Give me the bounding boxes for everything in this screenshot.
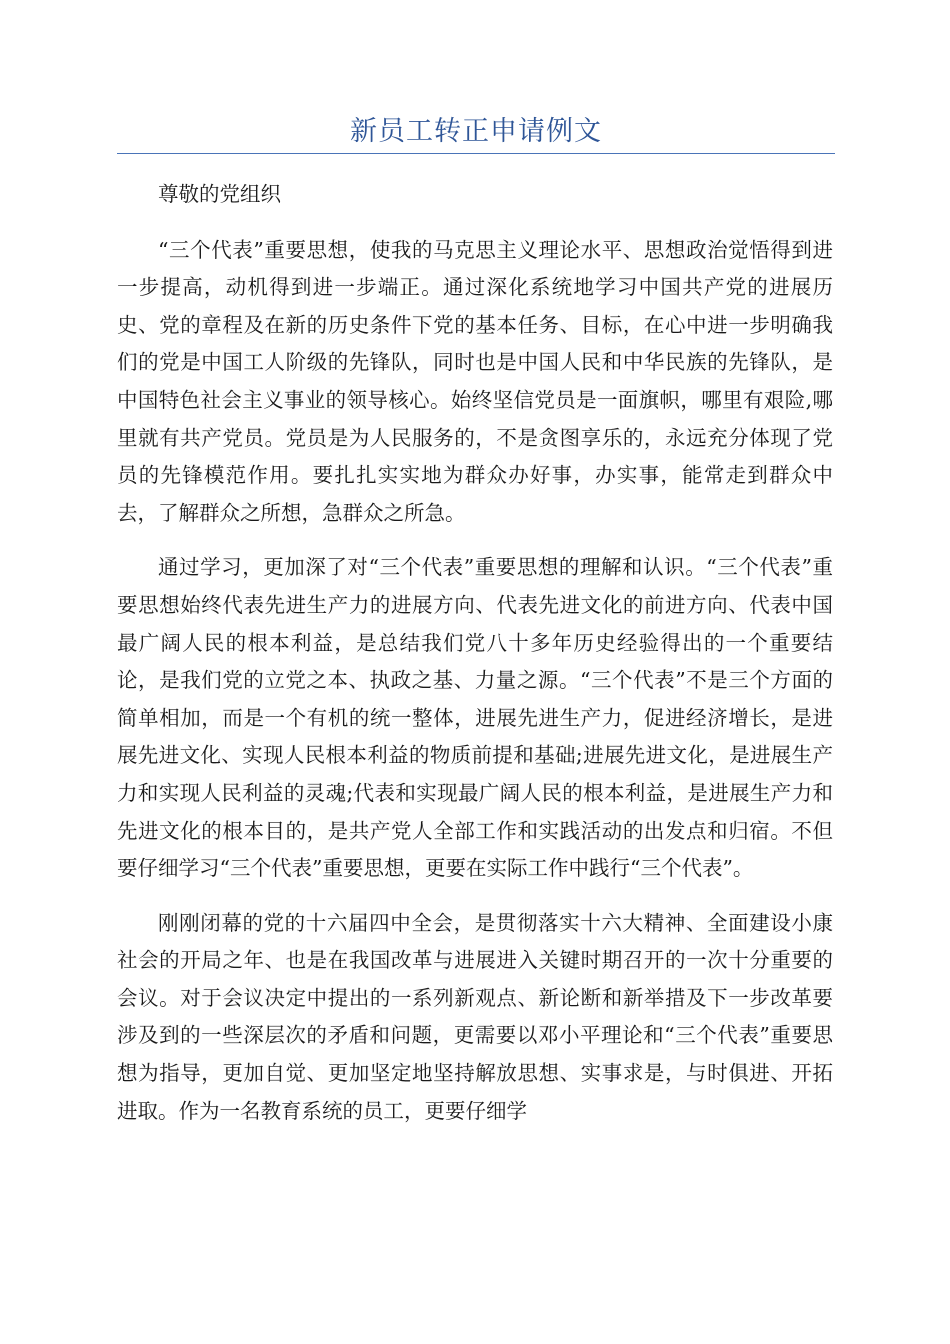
paragraph-1: “三个代表”重要思想，使我的马克思主义理论水平、思想政治觉悟得到进一步提高，动机得到进一步端正。通过深化系统地学习中国共产党的进展历史、党的章程及在新的历史条件下党的基本任务、目标，在心中进一步明确我们的党是中国工人阶级的先锋队，同时也是中国人民和中华民族的先锋队，是中国特色社会主义事业的领导核心。始终坚信党员是一面旗帜，哪里有艰险,哪里就有共产党员。党员是为人民服务的，不是贪图享乐的，永远充分体现了党员的先锋模范作用。要扎扎实实地为群众办好事，办实事，能常走到群众中去，了解群众之所想，急群众之所急。 bbox=[117, 237, 833, 525]
title-underline-divider bbox=[117, 153, 835, 154]
document-body bbox=[117, 176, 833, 1147]
document-title: 新员工转正申请例文 bbox=[350, 116, 602, 147]
paragraph-3: 刚刚闭幕的党的十六届四中全会，是贯彻落实十六大精神、全面建设小康社会的开局之年、也是在我国改革与进展进入关键时期召开的一次十分重要的会议。对于会议决定中提出的一系列新观点、新论断和新举措及下一步改革要涉及到的一些深层次的矛盾和问题，更需要以邓小平理论和“三个代表”重要思想为指导，更加自觉、更加坚定地坚持解放思想、实事求是，与时俱进、开拓进取。作为一名教育系统的员工，更要仔细学 bbox=[117, 910, 833, 1123]
salutation: 尊敬的党组织 bbox=[158, 182, 281, 206]
paragraph-2: 通过学习，更加深了对“三个代表”重要思想的理解和认识。“三个代表”重要思想始终代表先进生产力的进展方向、代表先进文化的前进方向、代表中国最广阔人民的根本利益，是总结我们党八十多年历史经验得出的一个重要结论，是我们党的立党之本、执政之基、力量之源。“三个代表”不是三个方面的简单相加，而是一个有机的统一整体，进展先进生产力，促进经济增长，是进展先进文化、实现人民根本利益的物质前提和基础;进展先进文化，是进展生产力和实现人民利益的灵魂;代表和实现最广阔人民的根本利益，是进展生产力和先进文化的根本目的，是共产党人全部工作和实践活动的出发点和归宿。不但要仔细学习“三个代表”重要思想，更要在实际工作中践行“三个代表”。 bbox=[117, 555, 833, 881]
